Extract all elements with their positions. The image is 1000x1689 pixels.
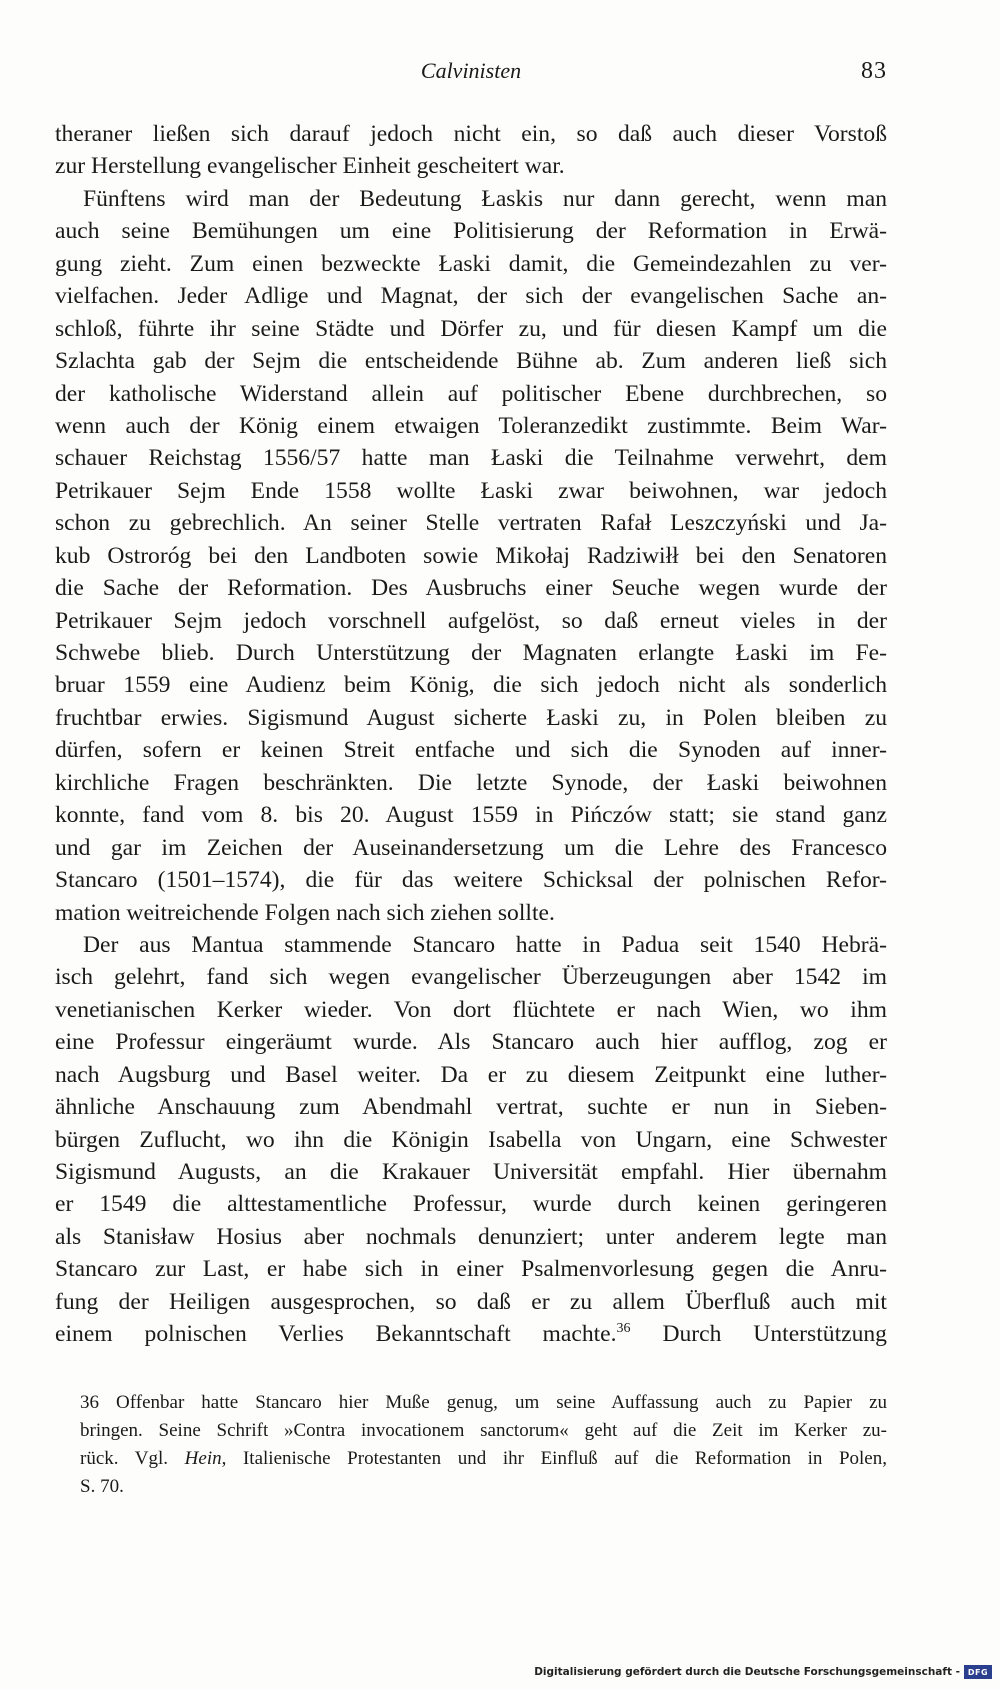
text-line: vielfachen. Jeder Adlige und Magnat, der sich der evangelischen Sache an- [55,283,887,310]
text-line: auch seine Bemühungen um eine Politisierung der Reformation in Erwä- [55,218,887,245]
text-line: bürgen Zuflucht, wo ihn die Königin Isabella von Ungarn, eine Schwester [55,1126,887,1153]
running-title: Calvinisten [420,58,522,83]
text-line: und gar im Zeichen der Auseinandersetzung um die Lehre des Francesco [55,834,887,861]
dfg-logo: DFG [964,1665,992,1679]
text-line: Sigismund Augusts, an die Krakauer Universität empfahl. Hier übernahm [55,1159,887,1185]
text-line: schon zu gebrechlich. An seiner Stelle vertraten Rafał Leszczyński und Ja- [55,510,887,537]
text-segment: Durch Unterstützung [630,1321,887,1348]
text-line: schauer Reichstag 1556/57 hatte man Łaski die Teilnahme verwehrt, dem [55,445,887,472]
text-line [55,1318,887,1350]
footnote-reference[interactable]: 36 [616,1321,631,1337]
text-line: gung zieht. Zum einen bezweckte Łaski damit, die Gemeindezahlen zu ver- [55,250,887,277]
text-line: nach Augsburg und Basel weiter. Da er zu diesem Zeitpunkt eine luther- [55,1061,887,1088]
footnote-line [80,1445,887,1473]
text-line: schloß, führte ihr seine Städte und Dörfer zu, und für diesen Kampf um die [55,315,887,342]
text-line: wenn auch der König einem etwaigen Toleranzedikt zustimmte. Beim War- [55,412,887,439]
text-line: Schwebe blieb. Durch Unterstützung der Magnaten erlangte Łaski im Fe- [55,640,887,666]
text-line: als Stanisław Hosius aber nochmals denunziert; unter anderem legte man [55,1223,887,1250]
text-line: theraner ließen sich darauf jedoch nicht ein, so daß auch dieser Vorstoß [55,121,887,147]
footnote-segment: rück. Vgl. [80,1448,185,1469]
text-line: der katholische Widerstand allein auf politischer Ebene durchbrechen, so [55,380,887,407]
text-line: Stancaro zur Last, er habe sich in einer Psalmenvorlesung gegen die Anru- [55,1256,887,1283]
text-line: eine Professur eingeräumt wurde. Als Stancaro auch hier aufflog, zog er [55,1029,887,1056]
text-line: Fünftens wird man der Bedeutung Łaskis nur dann gerecht, wenn man [83,185,887,212]
cited-author: Hein [184,1448,222,1469]
body-text [55,118,887,1351]
text-line: Petrikauer Sejm Ende 1558 wollte Łaski zwar beiwohnen, war jedoch [55,477,887,504]
text-line: Szlachta gab der Sejm die entscheidende Bühne ab. Zum anderen ließ sich [55,348,887,375]
footnote-line: bringen. Seine Schrift »Contra invocationem sanctorum« geht auf die Zeit im Kerker zu- [80,1420,887,1441]
text-line: fruchtbar erwies. Sigismund August sicherte Łaski zu, in Polen bleiben zu [55,704,887,731]
digitization-note: Digitalisierung gefördert durch die Deutsche Forschungsgemeinschaft - [534,1666,960,1678]
text-line: venetianischen Kerker wieder. Von dort flüchtete er nach Wien, wo ihm [55,996,887,1023]
text-line: mation weitreichende Folgen nach sich ziehen sollte. [55,899,555,926]
text-line: bruar 1559 eine Audienz beim König, die sich jedoch nicht als sonderlich [55,672,887,699]
text-line: fung der Heiligen ausgesprochen, so daß er zu allem Überfluß auch mit [55,1288,887,1315]
text-line: Petrikauer Sejm jedoch vorschnell aufgelöst, so daß erneut vieles in der [55,607,887,634]
page-header [55,58,887,92]
footnote-line: 36 Offenbar hatte Stancaro hier Muße genug, um seine Auffassung auch zu Papier zu [80,1392,887,1413]
footnote-line: S. 70. [80,1476,124,1497]
text-line: kub Ostroróg bei den Landboten sowie Mikołaj Radziwiłł bei den Senatoren [55,542,887,569]
text-line: kirchliche Fragen beschränkten. Die letzte Synode, der Łaski beiwohnen [55,769,887,796]
digitization-footer [534,1663,992,1681]
text-line: Stancaro (1501–1574), die für das weitere Schicksal der polnischen Refor- [55,867,887,894]
text-segment: einem polnischen Verlies Bekanntschaft machte. [55,1321,617,1348]
text-line: Der aus Mantua stammende Stancaro hatte in Padua seit 1540 Hebrä- [83,931,887,958]
text-line: dürfen, sofern er keinen Streit entfache und sich die Synoden auf inner- [55,737,887,764]
text-line: die Sache der Reformation. Des Ausbruchs einer Seuche wegen wurde der [55,575,887,602]
text-line: zur Herstellung evangelischer Einheit gescheitert war. [55,153,565,180]
text-line: er 1549 die alttestamentliche Professur, wurde durch keinen geringeren [55,1191,887,1218]
text-line: isch gelehrt, fand sich wegen evangelischer Überzeugungen aber 1542 im [55,964,887,991]
page-number: 83 [861,58,887,84]
footnote-segment: , Italienische Protestanten und ihr Einfluß auf die Reformation in Polen, [221,1448,887,1469]
footnote-block [80,1389,887,1501]
text-line: konnte, fand vom 8. bis 20. August 1559 in Pińczów statt; sie stand ganz [55,802,887,829]
text-line: ähnliche Anschauung zum Abendmahl vertrat, suchte er nun in Sieben- [55,1094,887,1121]
